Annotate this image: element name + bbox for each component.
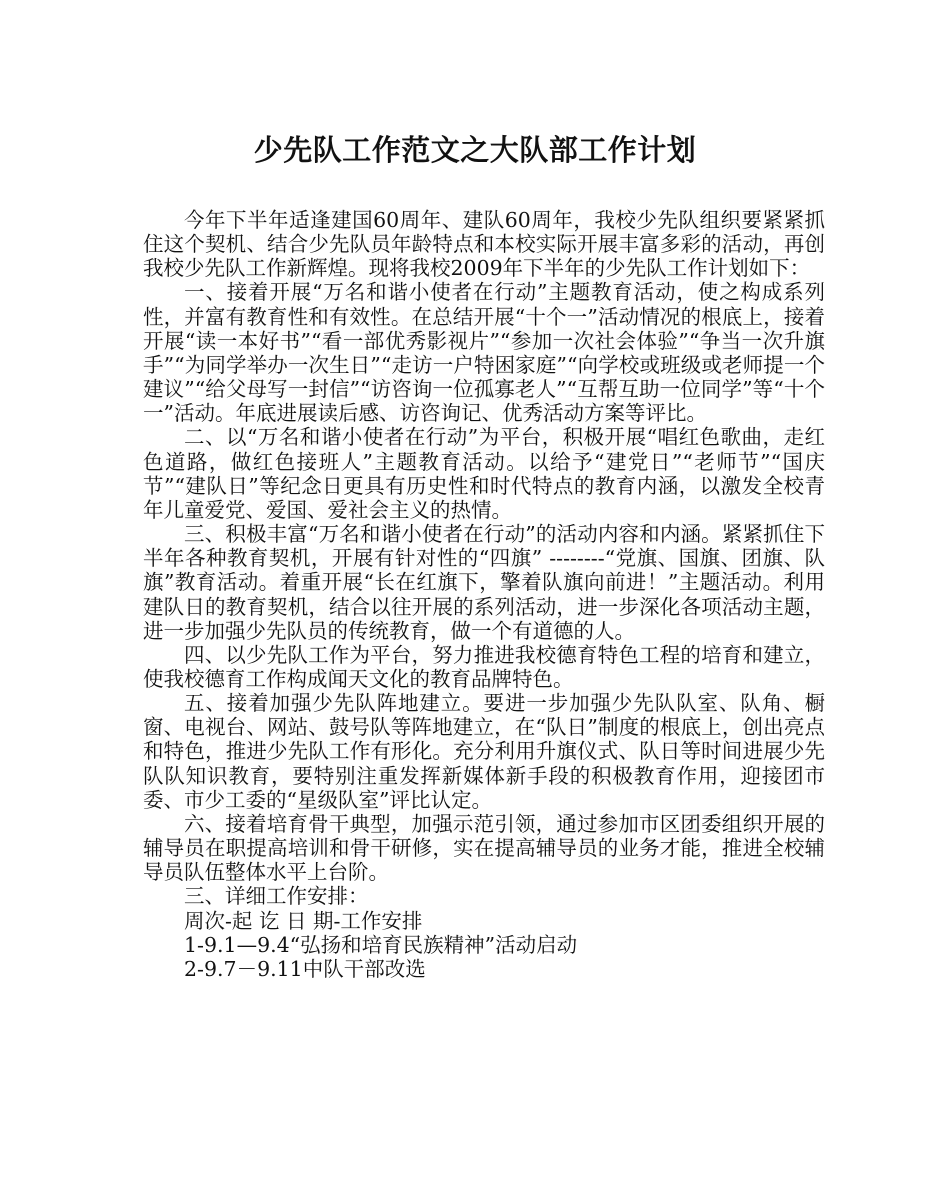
plan-item-1-paragraph: 一、接着开展“万名和谐小使者在行动”主题教育活动，使之构成系列性，并富有教育性和有效性。在总结开展“十个一”活动情况的根底上，接着开展“读一本好书”“看一部优秀影视片”“参加一次社会体验”“争当一次升旗手”“为同学举办一次生日”“走访一户特困家庭”“向学校或班级或老师提一个建议”“给父母写一封信”“访咨询一位孤寡老人”“互帮互助一位同学”等“十个一”活动。年底进展读后感、访咨询记、优秀活动方案等评比。 <box>143 280 825 426</box>
intro-paragraph: 今年下半年适逢建国60周年、建队60周年，我校少先队组织要紧紧抓住这个契机、结合少先队员年龄特点和本校实际开展丰富多彩的活动，再创我校少先队工作新辉煌。现将我校2009年下半年的少先队工作计划如下： <box>143 208 825 281</box>
schedule-row: 2-9.7－9.11中队干部改选 <box>184 956 426 981</box>
document-body <box>143 208 825 981</box>
plan-item-4-paragraph: 四、以少先队工作为平台，努力推进我校德育特色工程的培育和建立，使我校德育工作构成闻天文化的教育品牌特色。 <box>143 642 825 691</box>
schedule-header-row: 周次-起 讫 日 期-工作安排 <box>184 908 423 933</box>
plan-item-6-paragraph: 六、接着培育骨干典型，加强示范引领，通过参加市区团委组织开展的辅导员在职提高培训和骨干研修，实在提高辅导员的业务才能，推进全校辅导员队伍整体水平上台阶。 <box>143 811 825 885</box>
schedule-row: 1-9.1—9.4“弘扬和培育民族精神”活动启动 <box>184 932 578 957</box>
plan-item-5-paragraph: 五、接着加强少先队阵地建立。要进一步加强少先队队室、队角、橱窗、电视台、网站、鼓号队等阵地建立，在“队日”制度的根底上，创出亮点和特色，推进少先队工作有形化。充分利用升旗仪式、队日等时间进展少先队队知识教育，要特别注重发挥新媒体新手段的积极教育作用，迎接团市委、市少工委的“星级队室”评比认定。 <box>143 691 825 812</box>
document-title: 少先队工作范文之大队部工作计划 <box>253 133 697 167</box>
plan-item-3-paragraph: 三、积极丰富“万名和谐小使者在行动”的活动内容和内涵。紧紧抓住下半年各种教育契机，开展有针对性的“四旗” --------“党旗、国旗、团旗、队旗”教育活动。着重开展“长在红旗下，擎着队旗向前进！”主题活动。利用建队日的教育契机，结合以往开展的系列活动，进一步深化各项活动主题，进一步加强少先队员的传统教育，做一个有道德的人。 <box>143 522 825 643</box>
schedule-heading: 三、详细工作安排： <box>184 884 369 909</box>
plan-item-2-paragraph: 二、以“万名和谐小使者在行动”为平台，积极开展“唱红色歌曲，走红色道路，做红色接班人”主题教育活动。以给予“建党日”“老师节”“国庆节”“建队日”等纪念日更具有历史性和时代特点的教育内涵，以激发全校青年儿童爱党、爱国、爱社会主义的热情。 <box>143 425 825 522</box>
